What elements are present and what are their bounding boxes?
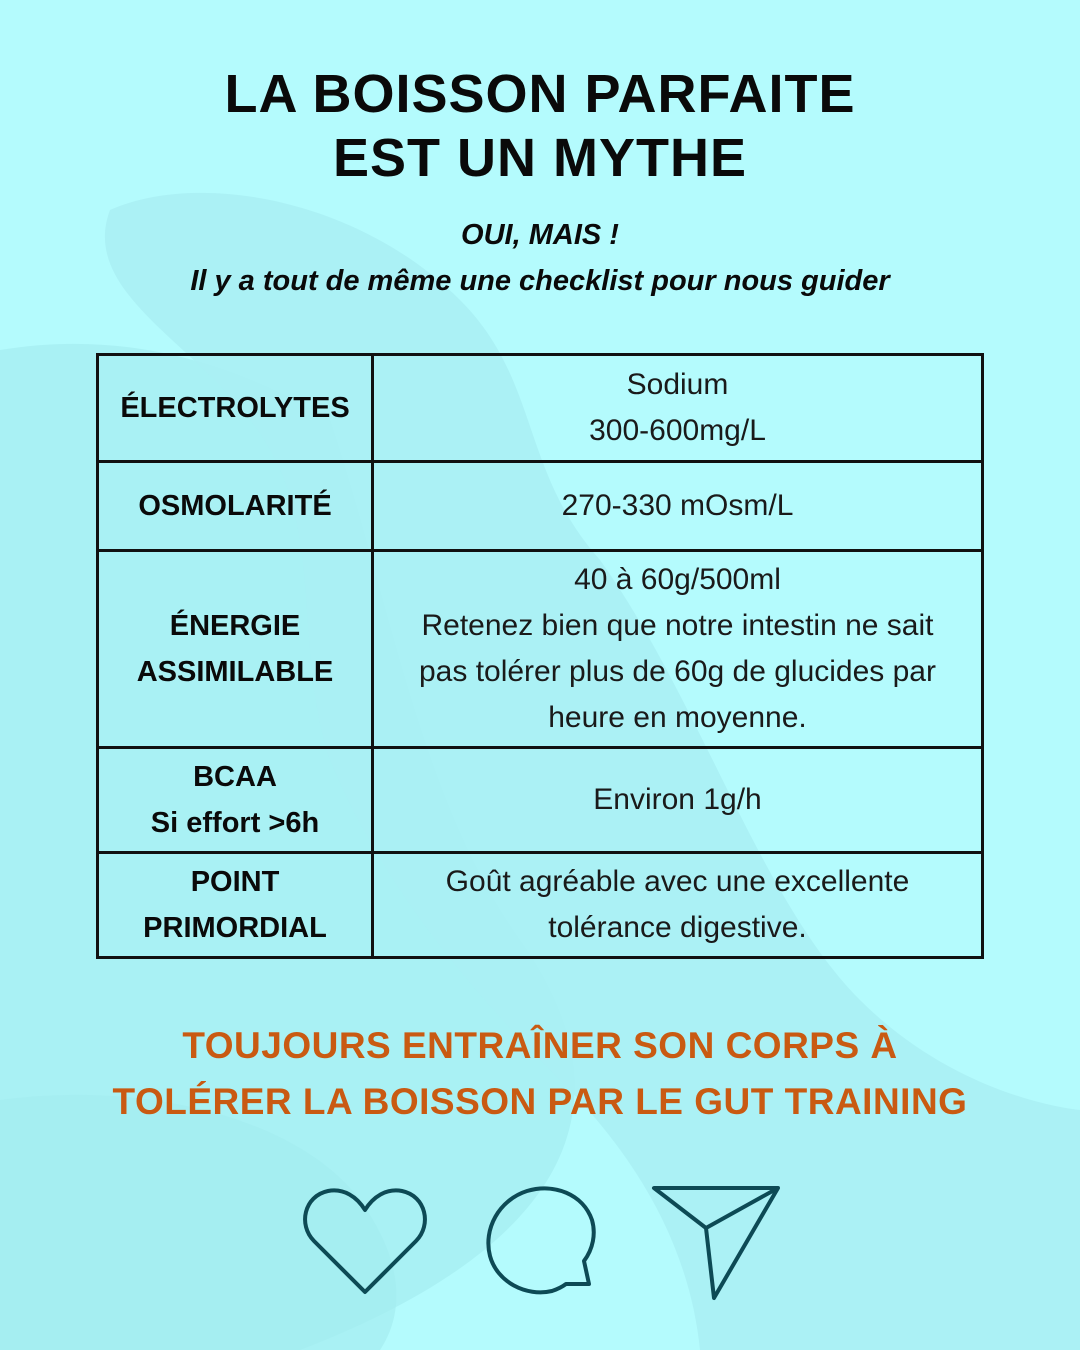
table-row-electrolytes [98,355,983,462]
table-row-osmolarite [98,462,983,551]
row-value [373,748,983,853]
value-line: 300-600mg/L [589,414,766,447]
subtitle-line-2: Il y a tout de même une checklist pour nous guider [190,265,890,297]
value-line: Sodium [626,368,729,401]
row-label [98,551,373,748]
row-label [98,355,373,462]
row-value [373,462,983,551]
footer-line-1: TOUJOURS ENTRAÎNER SON CORPS À [182,1025,898,1066]
comment-icon[interactable] [482,1185,602,1300]
row-value [373,853,983,958]
value-line: Environ 1g/h [593,783,762,816]
value-line: Goût agréable avec une excellente [445,865,910,898]
value-line: pas tolérer plus de 60g de glucides par [418,655,936,688]
label-line: BCAA [193,761,277,793]
page-title [0,62,1080,190]
value-line: 270-330 mOsm/L [561,489,794,522]
row-label [98,853,373,958]
row-label [98,748,373,853]
heart-icon[interactable] [300,1180,430,1300]
subtitle [0,212,1080,304]
label-line: ÉNERGIE [169,610,301,642]
row-value [373,355,983,462]
label-line: PRIMORDIAL [143,912,327,944]
label-line: ASSIMILABLE [136,656,334,688]
footer-callout [0,1018,1080,1130]
title-line-1: LA BOISSON PARFAITE [224,64,856,124]
table-row-energie [98,551,983,748]
value-line: tolérance digestive. [548,911,807,944]
value-line: 40 à 60g/500ml [574,563,781,596]
checklist-table [96,353,984,959]
subtitle-line-1: OUI, MAIS ! [461,219,619,251]
footer-line-2: TOLÉRER LA BOISSON PAR LE GUT TRAINING [112,1081,968,1122]
title-line-2: EST UN MYTHE [332,128,748,188]
social-actions [0,1180,1080,1310]
label-line: Si effort >6h [150,807,320,839]
row-label [98,462,373,551]
value-line: Retenez bien que notre intestin ne sait [421,609,934,642]
table-row-point-primordial [98,853,983,958]
row-value [373,551,983,748]
value-line: heure en moyenne. [548,701,807,734]
send-icon[interactable] [650,1184,785,1302]
table-row-bcaa [98,748,983,853]
label-line: POINT [190,866,280,898]
label-line: OSMOLARITÉ [138,490,332,522]
label-line: ÉLECTROLYTES [120,392,350,424]
